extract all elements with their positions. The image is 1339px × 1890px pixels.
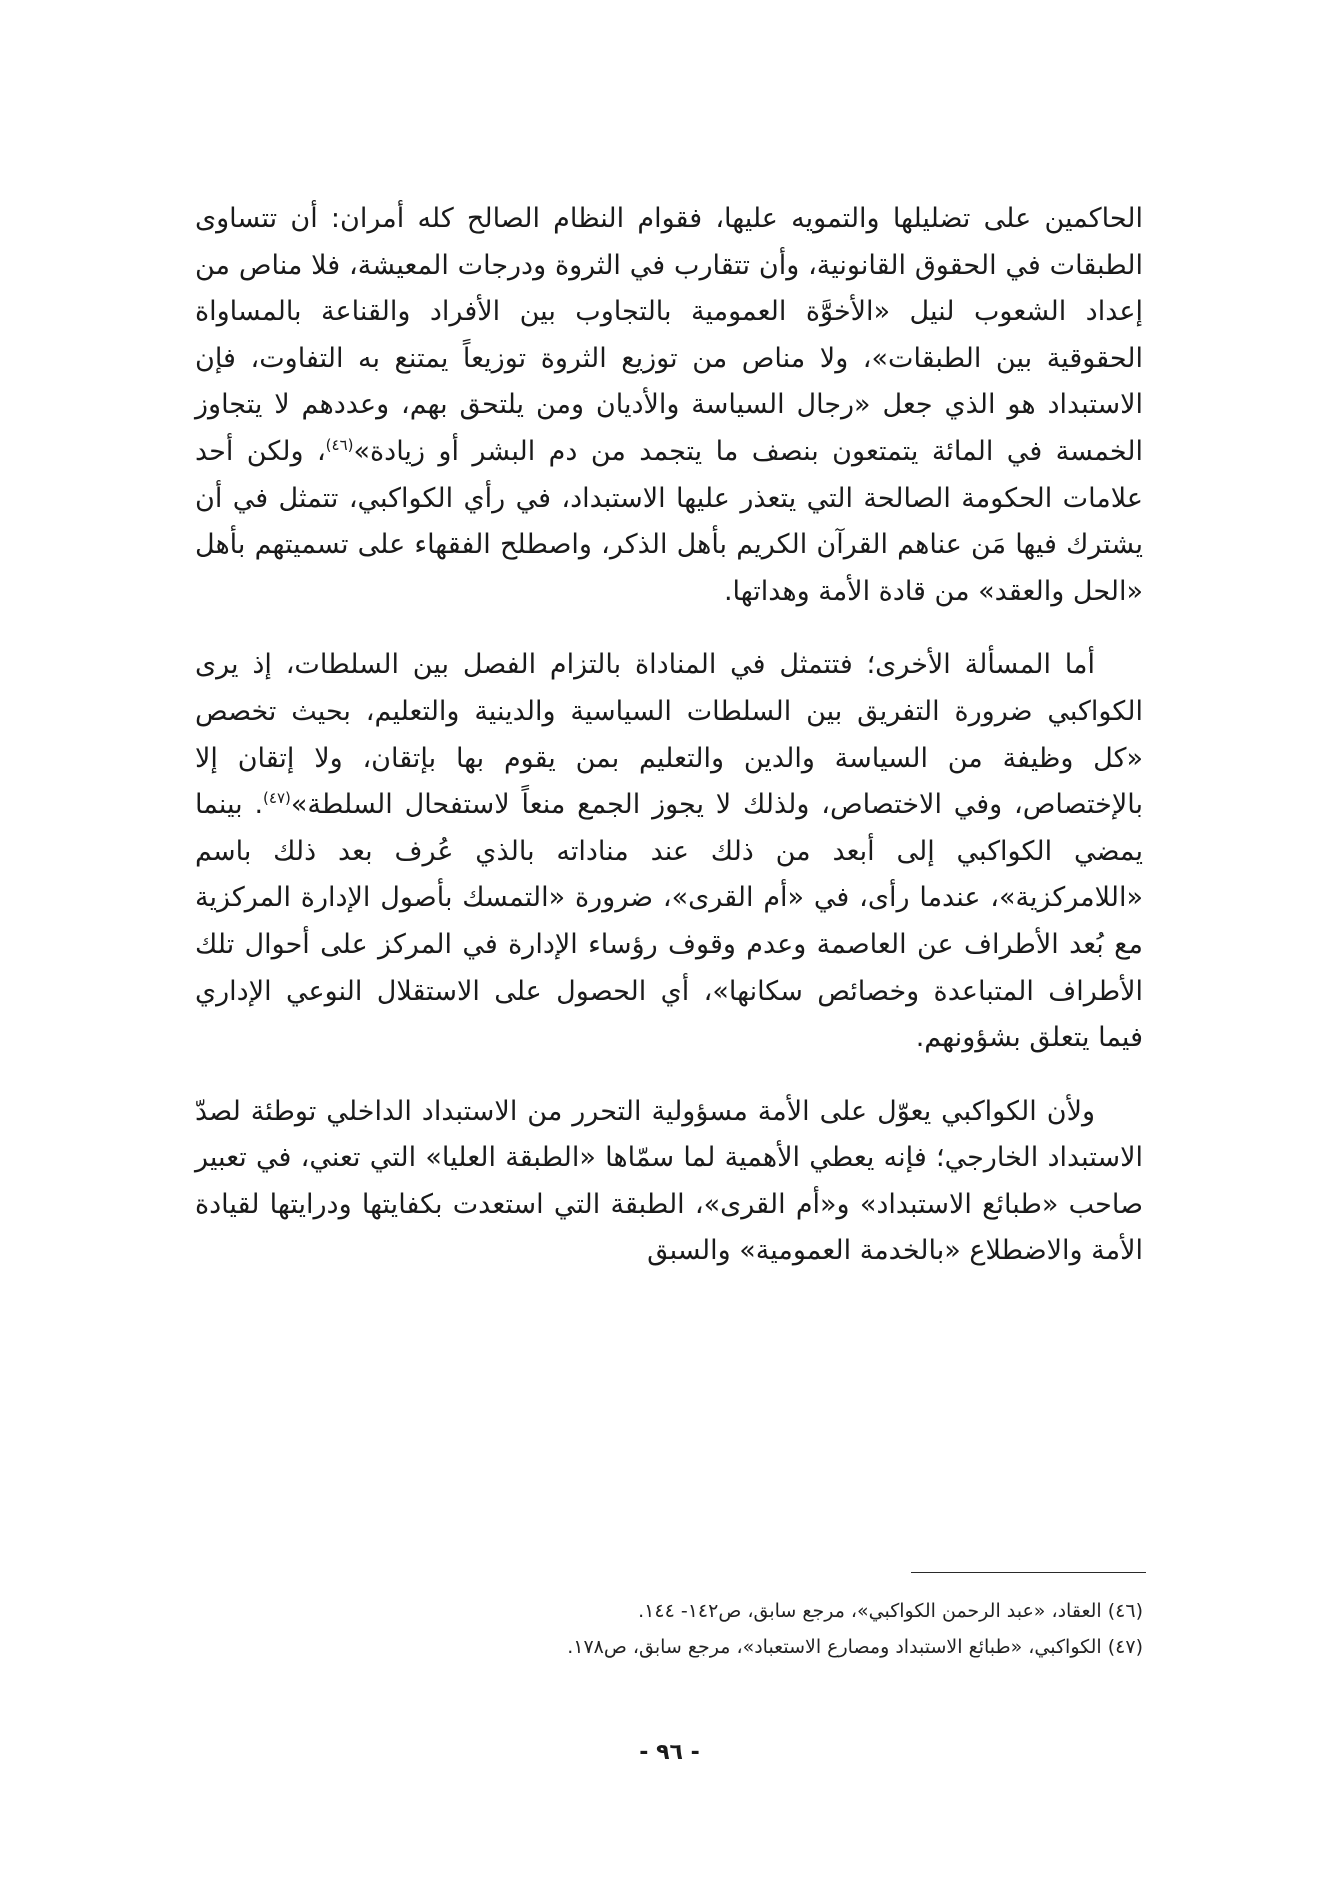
footnote-separator xyxy=(911,1572,1146,1573)
paragraph-text: ، ولكن أحد علامات الحكومة الصالحة التي يتعذر عليها الاستبداد، في رأي الكواكبي، تتمثل في أن يشترك فيها مَن عناهم القرآن الكريم بأهل الذكر، واصطلح الفقهاء على تسميتهم بأهل «الحل والعقد» من قادة الأمة وهداتها. xyxy=(195,435,1143,607)
footnote-46: (٤٦) العقاد، «عبد الرحمن الكواكبي»، مرجع سابق، ص١٤٢- ١٤٤. xyxy=(638,1600,1143,1622)
footnote-47: (٤٧) الكواكبي، «طبائع الاستبداد ومصارع الاستعباد»، مرجع سابق، ص١٧٨. xyxy=(567,1636,1143,1658)
paragraph-text: أما المسألة الأخرى؛ فتتمثل في المناداة بالتزام الفصل بين السلطات، إذ يرى الكواكبي ضرورة التفريق بين السلطات السياسية والدينية والتعليم، بحيث تخصص «كل وظيفة من السياسة والدين والتعليم بمن يقوم بها بإتقان، ولا إتقان إلا بالإختصاص، وفي الاختصاص، ولذلك لا يجوز الجمع منعاً لاستفحال السلطة» xyxy=(195,649,1143,821)
body-text xyxy=(195,196,1143,1275)
footnotes xyxy=(195,1593,1143,1665)
paragraph xyxy=(195,1089,1143,1275)
paragraph xyxy=(195,196,1143,615)
paragraph-text: الحاكمين على تضليلها والتمويه عليها، فقوام النظام الصالح كله أمران: أن تتساوى الطبقات في الحقوق القانونية، وأن تتقارب في الثروة ودرجات المعيشة، فلا مناص من إعداد الشعوب لنيل «الأخوَّة العمومية بالتجاوب بين الأفراد والقناعة بالمساواة الحقوقية بين الطبقات»، ولا مناص من توزيع الثروة توزيعاً يمتنع به التفاوت، فإن الاستبداد هو الذي جعل «رجال السياسة والأديان ومن يلتحق بهم، وعددهم لا يتجاوز الخمسة في المائة يتمتعون بنصف ما يتجمد من دم البشر أو زيادة» xyxy=(195,203,1143,467)
footnote-reference[interactable]: (٤٧) xyxy=(263,789,291,808)
paragraph xyxy=(195,642,1143,1061)
paragraph-text: ولأن الكواكبي يعوّل على الأمة مسؤولية التحرر من الاستبداد الداخلي توطئة لصدّ الاستبداد الخارجي؛ فإنه يعطي الأهمية لما سمّاها «الطبقة العليا» التي تعني، في تعبير صاحب «طبائع الاستبداد» و«أم القرى»، الطبقة التي استعدت بكفايتها ودرايتها لقيادة الأمة والاضطلاع «بالخدمة العمومية» والسبق xyxy=(195,1095,1143,1267)
footnote-reference[interactable]: (٤٦) xyxy=(325,435,354,454)
page-number: - ٩٦ - xyxy=(639,1740,700,1765)
paragraph-text: . بينما يمضي الكواكبي إلى أبعد من ذلك عند مناداته بالذي عُرف بعد ذلك باسم «اللامركزية»، عندما رأى، في «أم القرى»، ضرورة «التمسك بأصول الإدارة المركزية مع بُعد الأطراف عن العاصمة وعدم وقوف رؤساء الإدارة في المركز على أحوال تلك الأطراف المتباعدة وخصائص سكانها»، أي الحصول على الاستقلال النوعي الإداري فيما يتعلق بشؤونهم. xyxy=(195,789,1143,1054)
